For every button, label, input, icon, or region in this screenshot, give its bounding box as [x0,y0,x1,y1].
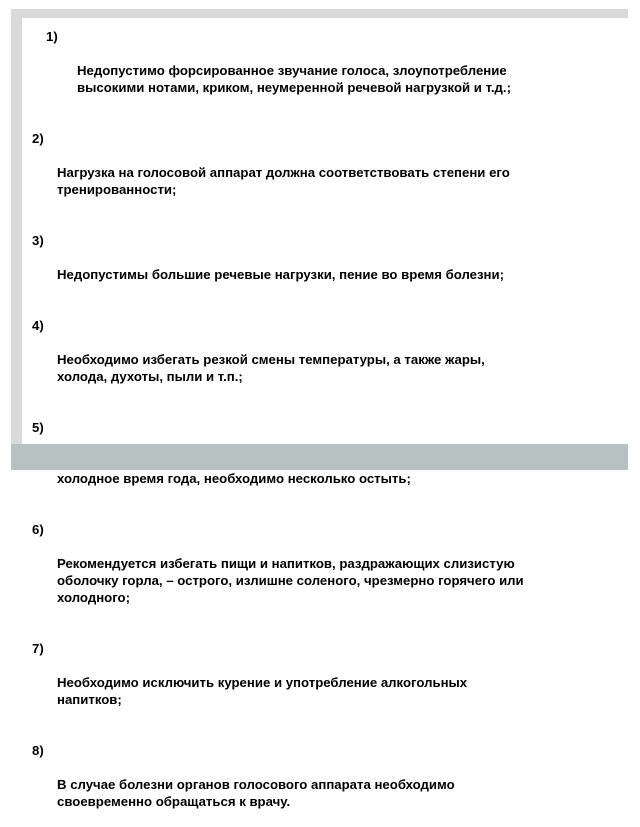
rule-item-2 [32,130,622,215]
rule-text-3: Недопустимы большие речевые нагрузки, пение во время болезни; [57,267,505,282]
rule-item-6 [32,521,622,623]
rule-item-8 [32,742,622,827]
rule-text-2: Нагрузка на голосовой аппарат должна соответствовать степени его тренированности; [57,165,510,197]
slide-frame [11,9,628,809]
rule-number-8: 8) [32,743,44,758]
rule-item-4 [32,317,622,402]
slide-bottom-bar [11,444,628,470]
rule-text-4: Необходимо избегать резкой смены температуры, а также жары, холода, духоты, пыли и т.п.; [57,352,485,384]
rule-text-8: В случае болезни органов голосового аппарата необходимо своевременно обращаться к врачу. [57,777,455,809]
rule-item-3 [32,232,622,300]
rule-number-7: 7) [32,641,44,656]
rule-text-6: Рекомендуется избегать пищи и напитков, раздражающих слизистую оболочку горла, – острого, излишне соленого, чрезмерно горячего или холодного; [57,556,524,605]
rule-text-1: Недопустимо форсированное звучание голоса, злоупотребление высокими нотами, криком, неумеренной речевой нагрузкой и т.д.; [77,63,511,95]
slide-content-area [22,18,628,809]
rule-number-6: 6) [32,522,44,537]
rule-number-4: 4) [32,318,44,333]
rule-number-1: 1) [46,29,58,44]
rule-item-1 [32,28,622,113]
rule-text-7: Необходимо исключить курение и употребление алкогольных напитков; [57,675,468,707]
rule-number-5: 5) [32,420,44,435]
rule-number-2: 2) [32,131,44,146]
rule-number-3: 3) [32,233,44,248]
voice-care-rules-list [32,28,622,827]
rule-text-5: холодное время года, необходимо несколько остыть; [57,471,411,486]
rule-item-7 [32,640,622,725]
